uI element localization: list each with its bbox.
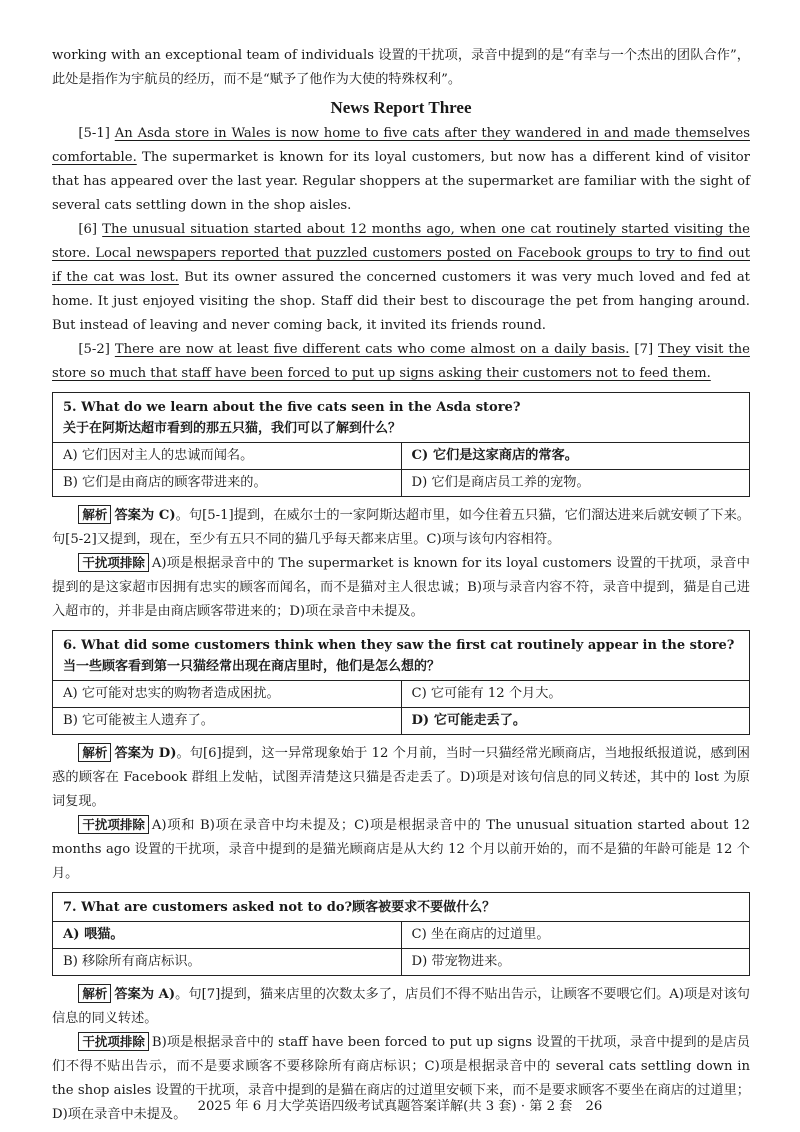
option-a: A) 它们因对主人的忠诚而闻名。: [63, 448, 254, 463]
sentence-marker: [7]: [634, 342, 654, 357]
option-b: B) 它们是由商店的顾客带进来的。: [63, 475, 267, 490]
question-5-english: 5. What do we learn about the five cats seen in the Asda store?: [63, 400, 521, 415]
answer-label: 答案为 C): [114, 508, 176, 523]
distractor-text: B)项是根据录音中的 staff have been forced to put up signs 设置的干扰项，录音中提到的是店员们不得不贴出告示，而不是要求顾客不要移除所有商店标识；C)项是根据录音中的 several cats settling down in the shop aisles 设置的干扰项，录音中提到的是猫在商店的过道里安顿下来，而不是要求顾客不要坐在商店的过道里；D)项在录音中未提及。: [52, 1035, 750, 1122]
distractor-tag: 干扰项排除: [78, 553, 149, 572]
question-5-box: [52, 392, 750, 497]
question-6-analysis: [52, 742, 750, 814]
analysis-tag: 解析: [78, 984, 111, 1003]
paragraph-text: The supermarket is known for its loyal customers, but now has a different kind of visitor that has appeared over the last year. Regular shoppers at the supermarket are familiar with the sight of several cats settling down in the shop aisles.: [52, 150, 750, 213]
question-6-box: [52, 630, 750, 735]
analysis-text: 。句[6]提到，这一异常现象始于 12 个月前，当时一只猫经常光顾商店，当地报纸报道说，感到困惑的顾客在 Facebook 群组上发帖，试图弄清楚这只猫是否走丢了。D)项是对该句信息的同义转述，其中的 lost 为原词复现。: [52, 746, 750, 809]
option-b: B) 它可能被主人遗弃了。: [63, 713, 214, 728]
option-d: D) 它们是商店员工养的宠物。: [401, 470, 750, 496]
report-title: News Report Three: [330, 98, 472, 117]
underlined-sentence: They visit the store so much that staff have been forced to put up signs asking their customers not to feed them.: [52, 342, 750, 381]
distractor-tag: 干扰项排除: [78, 1032, 149, 1051]
question-5-stem: [53, 393, 749, 443]
option-a: A) 它可能对忠实的购物者造成困扰。: [63, 686, 280, 701]
options-row: [53, 443, 749, 470]
question-6-distractor: [52, 814, 750, 886]
answer-label: 答案为 D): [114, 746, 177, 761]
option-c: C) 坐在商店的过道里。: [401, 922, 750, 948]
question-7-box: [52, 892, 750, 976]
sentence-marker: [5-2]: [78, 342, 110, 357]
question-7-stem: [53, 893, 749, 922]
option-a-correct: A) 喂猫。: [63, 927, 124, 942]
underlined-sentence: An Asda store in Wales is now home to five cats after they wandered in and made themselves comfortable.: [52, 126, 750, 165]
report-paragraph-3: [52, 338, 750, 386]
distractor-text: A)项和 B)项在录音中均未提及；C)项是根据录音中的 The unusual situation started about 12 months ago 设置的干扰项，录音中提到的是猫光顾商店是从大约 12 个月以前开始的，而不是猫的年龄可能是 12 个月。: [52, 818, 750, 881]
analysis-tag: 解析: [78, 743, 111, 762]
question-7-analysis: [52, 983, 750, 1031]
options-row: [53, 681, 749, 708]
question-6-stem: [53, 631, 749, 681]
answer-label: 答案为 A): [114, 987, 176, 1002]
question-7-chinese: 顾客被要求不要做什么？: [352, 900, 496, 915]
distractor-text: A)项是根据录音中的 The supermarket is known for its loyal customers 设置的干扰项，录音中提到的是这家超市因拥有忠实的顾客而闻名，而不是猫对主人很忠诚；B)项与录音内容不符，录音中提到，猫是自己进入超市的，并非是由商店顾客带进来的；D)项在录音中未提及。: [52, 556, 750, 619]
question-6-chinese: 当一些顾客看到第一只猫经常出现在商店里时，他们是怎么想的？: [63, 659, 441, 674]
option-d: D) 带宠物进来。: [401, 949, 750, 975]
options-row: [53, 949, 749, 975]
sentence-marker: [5-1]: [78, 126, 110, 141]
option-c-correct: C) 它们是这家商店的常客。: [401, 443, 750, 469]
intro-paragraph: working with an exceptional team of individuals 设置的干扰项，录音中提到的是“有幸与一个杰出的团队合作”，此处是指作为宇航员的经历，而不是“赋予了他作为大使的特殊权利”。: [52, 48, 750, 87]
question-5-analysis: [52, 504, 750, 552]
underlined-sentence: There are now at least five different cats who come almost on a daily basis.: [114, 342, 630, 357]
option-d-correct: D) 它可能走丢了。: [401, 708, 750, 734]
analysis-tag: 解析: [78, 505, 111, 524]
paragraph-text: But its owner assured the concerned customers it was very much loved and fed at home. It just enjoyed visiting the shop. Staff did their best to discourage the pet from hanging around. But instead of leaving and never coming back, it invited its friends round.: [52, 270, 750, 333]
question-6-english: 6. What did some customers think when they saw the first cat routinely appear in the store?: [63, 638, 735, 653]
report-paragraph-1: [52, 122, 750, 218]
option-c: C) 它可能有 12 个月大。: [401, 681, 750, 707]
analysis-text: 。句[5-1]提到，在威尔士的一家阿斯达超市里，如今住着五只猫，它们溜达进来后就安顿了下来。句[5-2]又提到，现在，至少有五只不同的猫几乎每天都来店里。C)项与该句内容相符。: [52, 508, 750, 547]
sentence-marker: [6]: [78, 222, 98, 237]
analysis-text: 。句[7]提到，猫来店里的次数太多了，店员们不得不贴出告示，让顾客不要喂它们。A)项是对该句信息的同义转述。: [52, 987, 750, 1026]
options-row: [53, 470, 749, 496]
underlined-sentence: The unusual situation started about 12 months ago, when one cat routinely started visiting the store. Local newspapers reported that puzzled customers posted on Facebook groups to try to find out if the cat was lost.: [52, 222, 750, 285]
options-row: [53, 708, 749, 734]
options-row: [53, 922, 749, 949]
report-paragraph-2: [52, 218, 750, 338]
page-footer: 2025 年 6 月大学英语四级考试真题答案详解(共 3 套) · 第 2 套 26: [197, 1099, 603, 1114]
option-b: B) 移除所有商店标识。: [63, 954, 201, 969]
question-7-english: 7. What are customers asked not to do?: [63, 900, 353, 915]
distractor-tag: 干扰项排除: [78, 815, 149, 834]
question-5-distractor: [52, 552, 750, 624]
question-5-chinese: 关于在阿斯达超市看到的那五只猫，我们可以了解到什么？: [63, 421, 402, 436]
